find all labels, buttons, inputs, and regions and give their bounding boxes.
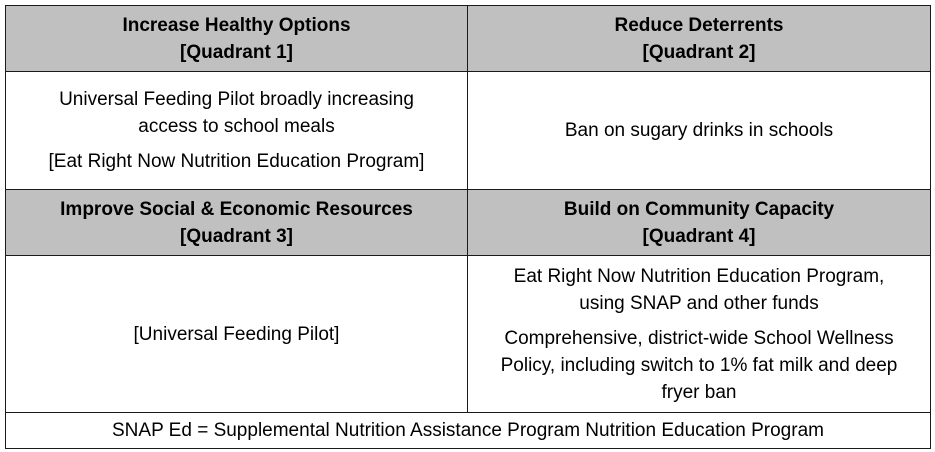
quadrant-1-title: Increase Healthy Options	[122, 14, 351, 36]
body-row-bottom	[6, 256, 931, 413]
quadrant-3-label: [Quadrant 3]	[180, 225, 293, 247]
quadrant-3-item-line: [Universal Feeding Pilot]	[133, 323, 340, 345]
header-row-top	[6, 6, 931, 72]
quadrant-2-title: Reduce Deterrents	[614, 14, 784, 36]
quadrant-4-body	[468, 256, 931, 413]
quadrant-4-label: [Quadrant 4]	[642, 225, 756, 247]
quadrant-1-item-line: Universal Feeding Pilot broadly increasing	[59, 89, 414, 110]
quadrant-4-item-line: Eat Right Now Nutrition Education Program,	[513, 265, 885, 287]
quadrant-3-title: Improve Social & Economic Resources	[60, 198, 413, 220]
footnote-row	[6, 413, 931, 449]
quadrant-1-item-line: access to school meals	[138, 116, 335, 137]
quadrant-2-header	[468, 6, 931, 72]
quadrant-table	[5, 5, 931, 449]
quadrant-4-item-line: fryer ban	[661, 381, 737, 403]
quadrant-2-item-line: Ban on sugary drinks in schools	[564, 120, 834, 141]
quadrant-1-header	[6, 6, 468, 72]
footnote: SNAP Ed = Supplemental Nutrition Assistance Program Nutrition Education Program	[6, 413, 931, 449]
spacer	[18, 140, 455, 148]
quadrant-1-body	[6, 72, 468, 190]
spacer	[480, 317, 918, 325]
quadrant-2-body	[468, 72, 931, 190]
quadrant-3-body	[6, 256, 468, 413]
quadrant-4-header	[468, 190, 931, 256]
quadrant-4-item-line: using SNAP and other funds	[579, 292, 819, 314]
body-row-top	[6, 72, 931, 190]
quadrant-4-item-line: Comprehensive, district-wide School Wellness	[504, 327, 894, 349]
quadrant-3-header	[6, 190, 468, 256]
quadrant-2-label: [Quadrant 2]	[642, 41, 756, 63]
quadrant-4-item-line: Policy, including switch to 1% fat milk and deep	[500, 354, 898, 376]
quadrant-1-label: [Quadrant 1]	[180, 41, 293, 63]
header-row-bottom	[6, 190, 931, 256]
quadrant-4-title: Build on Community Capacity	[563, 198, 835, 220]
quadrant-1-item-line: [Eat Right Now Nutrition Education Program]	[48, 151, 425, 172]
